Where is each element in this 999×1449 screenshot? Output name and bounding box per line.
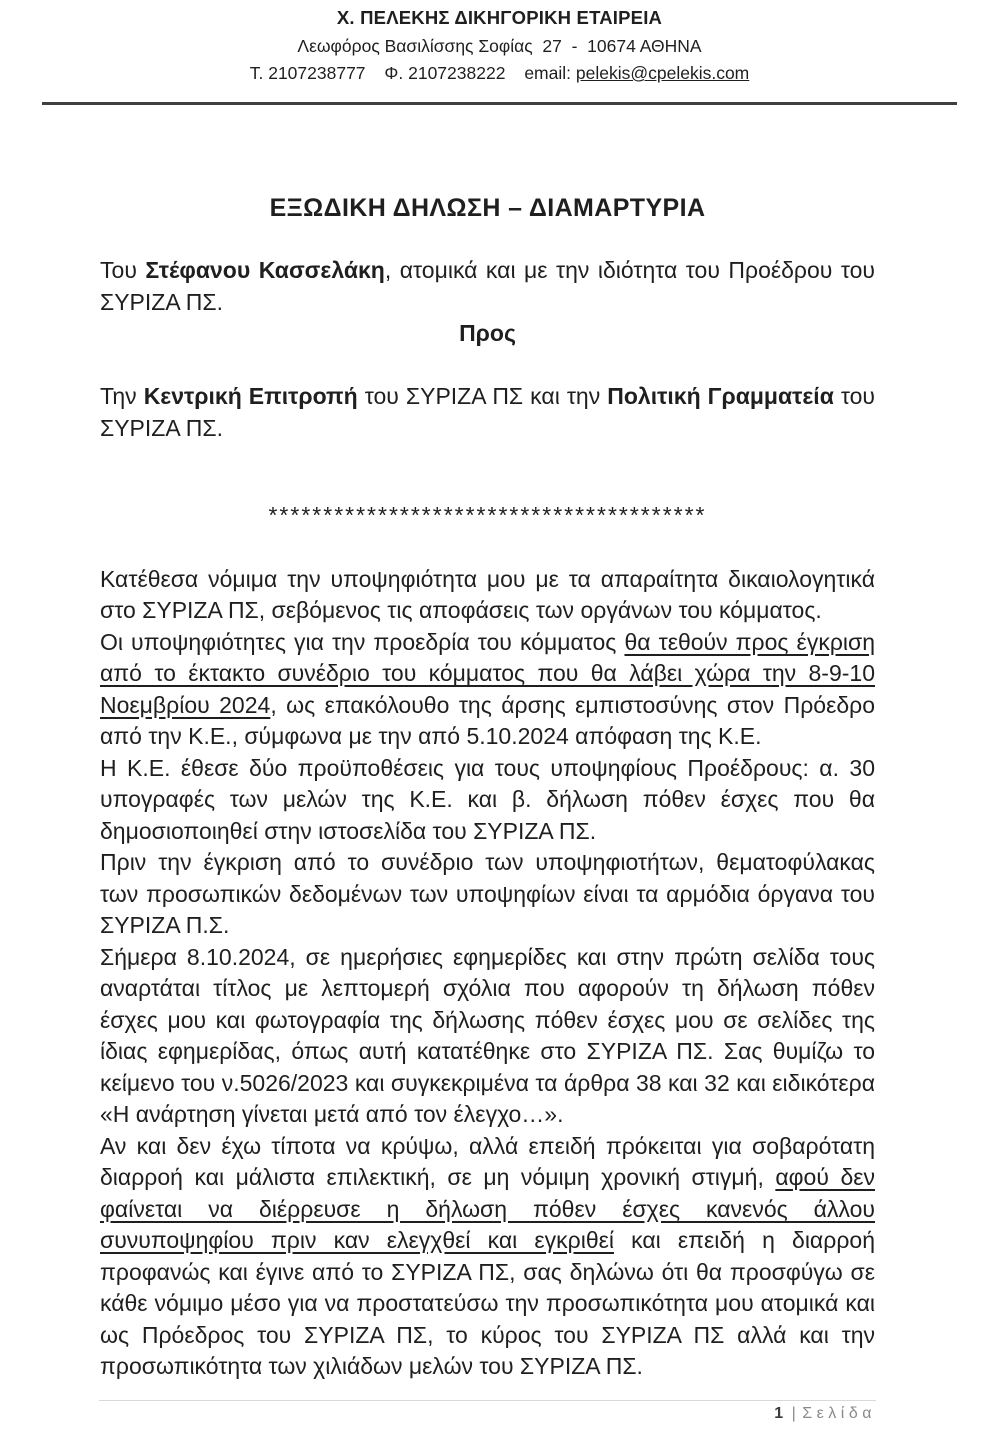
- text-segment: Την: [100, 383, 144, 409]
- text-segment: Η Κ.Ε. έθεσε δύο προϋποθέσεις για τους υποψηφίους Προέδρους: α. 30 υπογραφές των μελών της Κ.Ε. και β. δήλωση πόθεν έσχες που θα δημοσιοποιηθεί στην ιστοσελίδα του ΣΥΡΙΖΑ ΠΣ.: [100, 754, 875, 844]
- text-segment: , ατομικά και με την ιδιότητα του Προέδρου του ΣΥΡΙΖΑ ΠΣ.: [100, 257, 875, 315]
- text-segment: του ΣΥΡΙΖΑ ΠΣ και την: [357, 383, 608, 409]
- intro-paragraph: [100, 255, 875, 318]
- body-paragraph-3: [100, 753, 875, 848]
- text-segment: Σήμερα 8.10.2024, σε ημερήσιες εφημερίδες και στην πρώτη σελίδα τους αναρτάται τίτλος με λεπτομερή σχόλια που αφορούν τη δήλωση πόθεν έσχες μου και φωτογραφία της δήλωσης πόθεν έσχες μου σε σελίδες της ίδιας εφημερίδας, όπως αυτή κατατέθηκε στο ΣΥΡΙΖΑ ΠΣ. Σας θυμίζω το κείμενο του ν.5026/2023 και συγκεκριμένα τα άρθρα 38 και 32 και ειδικότερα «Η ανάρτηση γίνεται μετά από τον έλεγχο…».: [100, 943, 875, 1127]
- body-paragraph-1: [100, 564, 875, 627]
- text-segment: Οι υποψηφιότητες για την προεδρία του κόμματος: [100, 628, 625, 655]
- page-number-label: [99, 1405, 876, 1423]
- text-segment: Πολιτική Γραμματεία: [607, 383, 834, 409]
- text-segment: και επειδή η διαρροή προφανώς και έγινε από το ΣΥΡΙΖΑ ΠΣ, σας δηλώνω ότι θα προσφύγω σε κάθε νόμιμο μέσο για να προστατεύσω την προσωπικότητα μου ατομικά και ως Πρόεδρος του ΣΥΡΙΖΑ ΠΣ, το κύρος του ΣΥΡΙΖΑ ΠΣ αλλά και την προσωπικότητα των χιλιάδων μελών του ΣΥΡΙΖΑ ΠΣ.: [100, 1227, 875, 1379]
- body-paragraph-4: [100, 847, 875, 942]
- firm-address: Λεωφόρος Βασιλίσσης Σοφίας 27 - 10674 ΑΘΗΝΑ: [297, 36, 702, 56]
- firm-fax: Φ. 2107238222: [384, 63, 506, 83]
- page-word: Σελίδα: [802, 1405, 876, 1422]
- text-segment: αφού δεν φαίνεται να διέρρευσε η δήλωση πόθεν έσχες κανενός άλλου συνυποψηφίου πριν καν ελεγχθεί και εγκριθεί: [100, 1164, 875, 1253]
- text-segment: Προς: [459, 320, 516, 346]
- text-segment: θα τεθούν προς έγκριση από το έκτακτο συνέδριο του κόμματος που θα λάβει χώρα την 8-9-10 Νοεμβρίου 2024: [100, 628, 875, 718]
- addressee-paragraph: [100, 381, 875, 444]
- page-footer: [99, 1400, 876, 1423]
- page-number-separator: |: [791, 1405, 796, 1422]
- firm-contact-line: [0, 61, 999, 85]
- pros-heading: [100, 318, 875, 350]
- body-paragraph-6: [100, 1131, 875, 1383]
- text-segment: Του: [100, 257, 146, 283]
- firm-phone: Τ. 2107238777: [249, 63, 366, 83]
- letterhead: [0, 0, 999, 105]
- document-title: ΕΞΩΔΙΚΗ ΔΗΛΩΣΗ – ΔΙΑΜΑΡΤΥΡΙΑ: [269, 194, 706, 222]
- paragraphs-container: [100, 255, 875, 1383]
- text-segment: Κεντρική Επιτροπή: [143, 383, 358, 409]
- email-link[interactable]: pelekis@cpelekis.com: [575, 63, 750, 83]
- text-segment: του ΣΥΡΙΖΑ ΠΣ.: [100, 383, 876, 441]
- body-paragraph-2: [100, 627, 875, 753]
- letterhead-divider: [42, 102, 957, 105]
- page-number: 1: [774, 1405, 785, 1422]
- firm-name: Χ. ΠΕΛΕΚΗΣ ΔΙΚΗΓΟΡΙΚΗ ΕΤΑΙΡΕΙΑ: [336, 7, 663, 28]
- document-content: [100, 193, 875, 1383]
- text-segment: Αν και δεν έχω τίποτα να κρύψω, αλλά επειδή πρόκειται για σοβαρότατη διαρροή και μάλιστα επιλεκτική, σε μη νόμιμη χρονική στιγμή,: [100, 1132, 875, 1190]
- stars-separator: [100, 500, 875, 532]
- text-segment: , ως επακόλουθο της άρσης εμπιστοσύνης στον Πρόεδρο από την Κ.Ε., σύμφωνα με την από 5.10.2024 απόφαση της Κ.Ε.: [100, 691, 876, 749]
- email-label: email:: [524, 63, 571, 83]
- text-segment: Στέφανου Κασσελάκη: [145, 257, 385, 283]
- text-segment: ****************************************: [268, 502, 707, 528]
- text-segment: Πριν την έγκριση από το συνέδριο των υποψηφιοτήτων, θεματοφύλακας των προσωπικών δεδομένων των υποψηφίων είναι τα αρμόδια όργανα του ΣΥΡΙΖΑ Π.Σ.: [100, 849, 875, 938]
- body-paragraph-5: [100, 942, 875, 1131]
- footer-divider: [99, 1400, 876, 1401]
- text-segment: Κατέθεσα νόμιμα την υποψηφιότητα μου με τα απαραίτητα δικαιολογητικά στο ΣΥΡΙΖΑ ΠΣ, σεβόμενος τις αποφάσεις των οργάνων του κόμματος.: [100, 565, 875, 623]
